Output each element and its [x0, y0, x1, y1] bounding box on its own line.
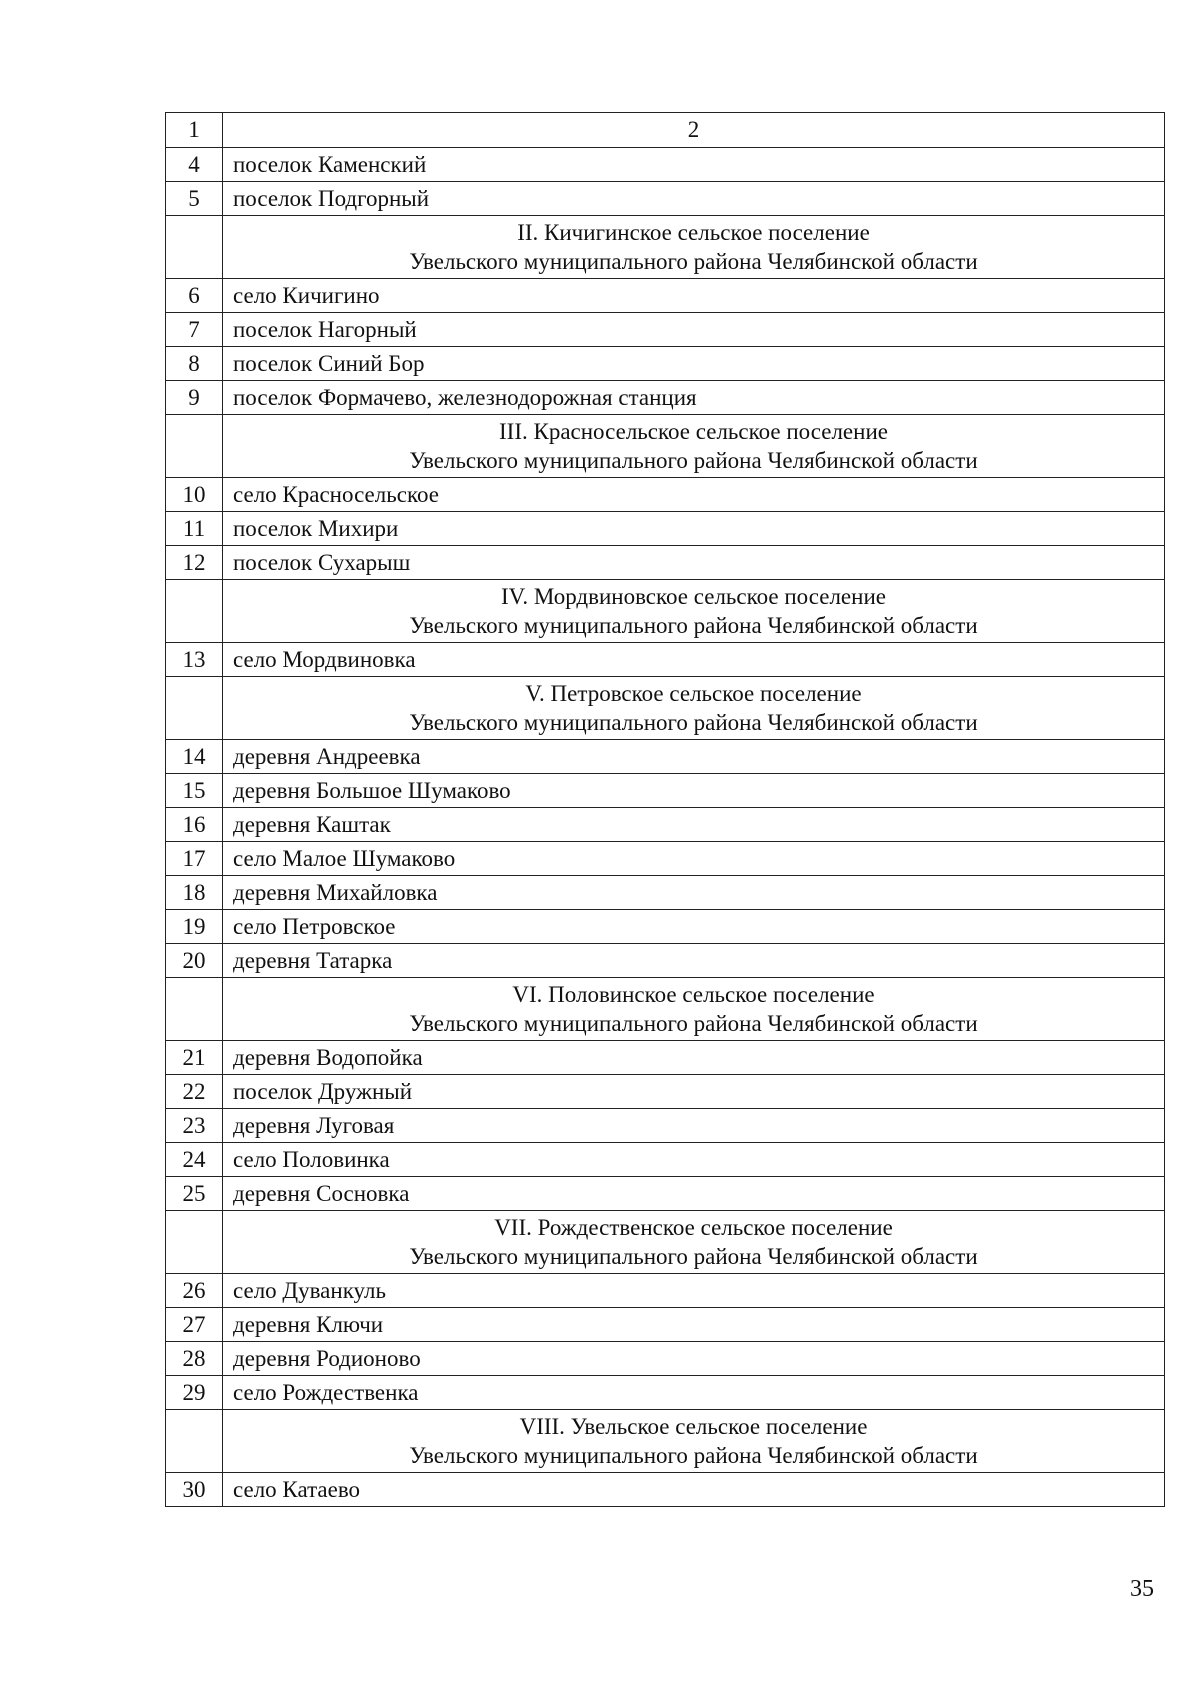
row-number: 4 [166, 148, 223, 182]
row-number: 16 [166, 808, 223, 842]
row-number: 14 [166, 740, 223, 774]
settlement-name: село Рождественка [223, 1376, 1165, 1410]
section-header-row [166, 1211, 1165, 1274]
section-title-cell [223, 978, 1165, 1041]
section-subtitle: Увельского муниципального района Челябинской области [409, 613, 978, 638]
header-col-name: 2 [223, 113, 1165, 148]
table-row [166, 512, 1165, 546]
section-number-cell [166, 580, 223, 643]
row-number: 26 [166, 1274, 223, 1308]
settlement-name: село Красносельское [223, 478, 1165, 512]
row-number: 6 [166, 279, 223, 313]
table-row [166, 1342, 1165, 1376]
section-title-cell [223, 677, 1165, 740]
settlement-name: поселок Михири [223, 512, 1165, 546]
settlement-name: деревня Андреевка [223, 740, 1165, 774]
row-number: 17 [166, 842, 223, 876]
settlement-name: деревня Каштак [223, 808, 1165, 842]
row-number: 5 [166, 182, 223, 216]
section-title: V. Петровское сельское поселение [525, 681, 862, 706]
settlement-name: село Мордвиновка [223, 643, 1165, 677]
settlement-name: село Малое Шумаково [223, 842, 1165, 876]
settlement-name: поселок Подгорный [223, 182, 1165, 216]
table-row [166, 546, 1165, 580]
row-number: 12 [166, 546, 223, 580]
section-subtitle: Увельского муниципального района Челябинской области [409, 710, 978, 735]
table-row [166, 1109, 1165, 1143]
table-row [166, 740, 1165, 774]
table-row [166, 1274, 1165, 1308]
settlement-name: деревня Ключи [223, 1308, 1165, 1342]
section-number-cell [166, 978, 223, 1041]
section-header-row [166, 580, 1165, 643]
section-title-cell [223, 580, 1165, 643]
table-row [166, 1473, 1165, 1507]
row-number: 15 [166, 774, 223, 808]
table-row [166, 910, 1165, 944]
settlement-name: деревня Водопойка [223, 1041, 1165, 1075]
table-row [166, 1177, 1165, 1211]
settlement-name: деревня Михайловка [223, 876, 1165, 910]
row-number: 11 [166, 512, 223, 546]
row-number: 9 [166, 381, 223, 415]
section-header-row [166, 978, 1165, 1041]
section-subtitle: Увельского муниципального района Челябинской области [409, 1443, 978, 1468]
header-col-number: 1 [166, 113, 223, 148]
settlement-name: село Дуванкуль [223, 1274, 1165, 1308]
settlement-name: село Петровское [223, 910, 1165, 944]
settlements-table-body [166, 113, 1165, 1507]
section-subtitle: Увельского муниципального района Челябинской области [409, 448, 978, 473]
row-number: 21 [166, 1041, 223, 1075]
table-row [166, 279, 1165, 313]
table-row [166, 381, 1165, 415]
row-number: 10 [166, 478, 223, 512]
table-row [166, 1041, 1165, 1075]
section-header-row [166, 216, 1165, 279]
section-title: VIII. Увельское сельское поселение [519, 1414, 868, 1439]
section-title-cell [223, 1211, 1165, 1274]
row-number: 23 [166, 1109, 223, 1143]
row-number: 20 [166, 944, 223, 978]
section-number-cell [166, 415, 223, 478]
section-number-cell [166, 216, 223, 279]
table-row [166, 1376, 1165, 1410]
row-number: 8 [166, 347, 223, 381]
section-header-row [166, 415, 1165, 478]
section-subtitle: Увельского муниципального района Челябинской области [409, 1011, 978, 1036]
settlement-name: поселок Каменский [223, 148, 1165, 182]
settlement-name: село Кичигино [223, 279, 1165, 313]
row-number: 19 [166, 910, 223, 944]
table-header-row [166, 113, 1165, 148]
row-number: 28 [166, 1342, 223, 1376]
section-title: II. Кичигинское сельское поселение [517, 220, 870, 245]
table-row [166, 313, 1165, 347]
table-row [166, 148, 1165, 182]
table-row [166, 808, 1165, 842]
row-number: 13 [166, 643, 223, 677]
table-row [166, 1075, 1165, 1109]
section-title: III. Красносельское сельское поселение [499, 419, 888, 444]
row-number: 18 [166, 876, 223, 910]
section-number-cell [166, 677, 223, 740]
settlement-name: село Половинка [223, 1143, 1165, 1177]
table-row [166, 1308, 1165, 1342]
row-number: 29 [166, 1376, 223, 1410]
section-header-row [166, 1410, 1165, 1473]
section-title: IV. Мордвиновское сельское поселение [501, 584, 886, 609]
settlement-name: деревня Луговая [223, 1109, 1165, 1143]
settlement-name: поселок Дружный [223, 1075, 1165, 1109]
row-number: 24 [166, 1143, 223, 1177]
table-row [166, 478, 1165, 512]
section-title-cell [223, 216, 1165, 279]
page-number: 35 [1130, 1576, 1154, 1602]
row-number: 22 [166, 1075, 223, 1109]
section-title: VII. Рождественское сельское поселение [494, 1215, 893, 1240]
table-row [166, 774, 1165, 808]
settlement-name: поселок Нагорный [223, 313, 1165, 347]
settlement-name: деревня Сосновка [223, 1177, 1165, 1211]
settlement-name: село Катаево [223, 1473, 1165, 1507]
section-title-cell [223, 1410, 1165, 1473]
table-row [166, 876, 1165, 910]
settlement-name: поселок Синий Бор [223, 347, 1165, 381]
table-row [166, 347, 1165, 381]
settlement-name: поселок Сухарыш [223, 546, 1165, 580]
settlement-name: деревня Большое Шумаково [223, 774, 1165, 808]
table-row [166, 842, 1165, 876]
row-number: 25 [166, 1177, 223, 1211]
row-number: 30 [166, 1473, 223, 1507]
section-number-cell [166, 1211, 223, 1274]
settlements-table [165, 112, 1165, 1507]
settlement-name: деревня Родионово [223, 1342, 1165, 1376]
table-row [166, 182, 1165, 216]
section-title: VI. Половинское сельское поселение [512, 982, 875, 1007]
table-row [166, 944, 1165, 978]
row-number: 27 [166, 1308, 223, 1342]
row-number: 7 [166, 313, 223, 347]
settlement-name: деревня Татарка [223, 944, 1165, 978]
section-subtitle: Увельского муниципального района Челябинской области [409, 249, 978, 274]
section-subtitle: Увельского муниципального района Челябинской области [409, 1244, 978, 1269]
table-row [166, 1143, 1165, 1177]
section-number-cell [166, 1410, 223, 1473]
section-title-cell [223, 415, 1165, 478]
section-header-row [166, 677, 1165, 740]
settlement-name: поселок Формачево, железнодорожная станция [223, 381, 1165, 415]
table-row [166, 643, 1165, 677]
